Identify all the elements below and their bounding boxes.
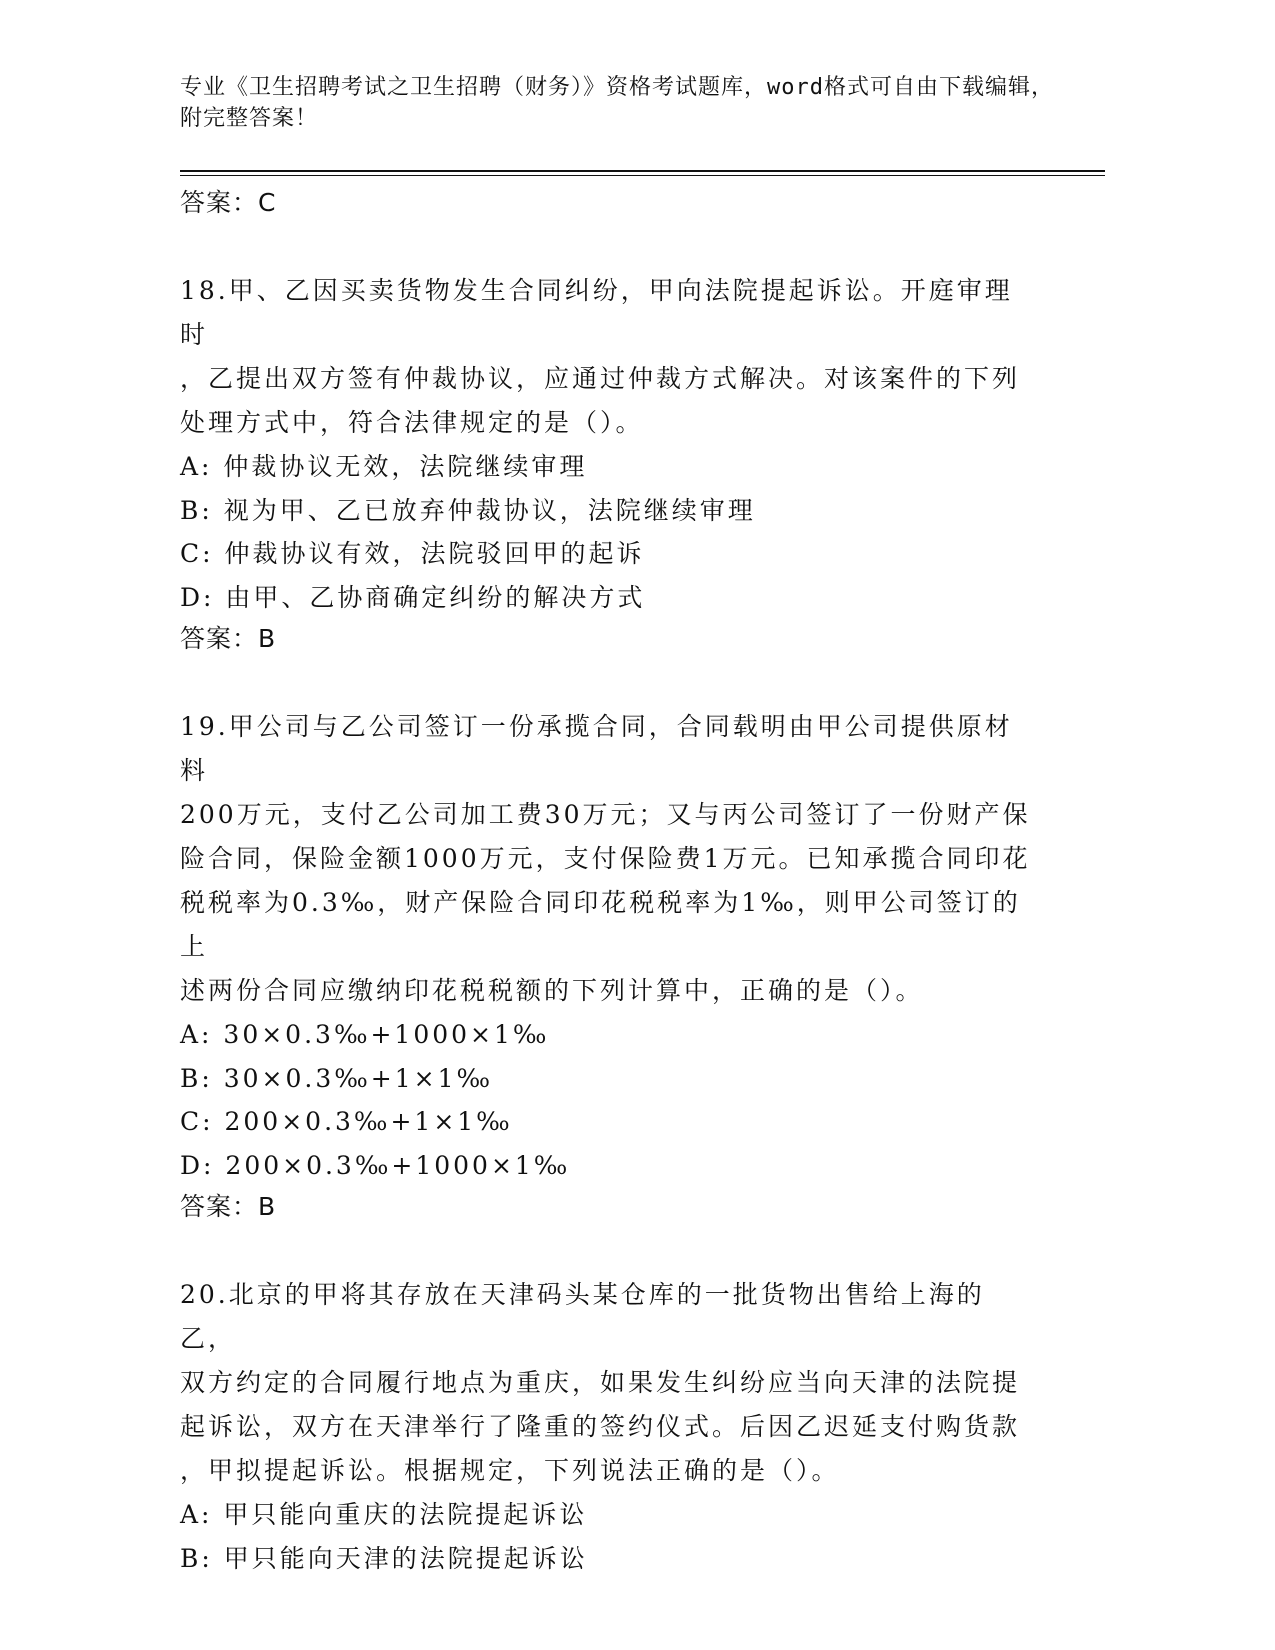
option-b: B: 视为甲、乙已放弃仲裁协议，法院继续审理 [180,495,756,525]
option-c: C: 仲裁协议有效，法院驳回甲的起诉 [180,539,645,568]
option-a: A: 甲只能向重庆的法院提起诉讼 [180,1500,588,1529]
question-stem: 19.甲公司与乙公司签订一份承揽合同，合同载明由甲公司提供原材料 200万元，支付乙公司加工费30万元；又与丙公司签订了一份财产保 险合同，保险金额1000万元，支付保险费1万元。已知承揽合同印花 税税率为0.3‰，财产保险合同印花税税率为1‰，则甲公司签订的上 述两份合同应缴纳印花税税额的下列计算中，正确的是（）。 [180,712,1031,1005]
option-c: C: 200×0.3‰+1×1‰ [180,1107,513,1136]
question-18 [180,269,1040,659]
option-d: D: 由甲、乙协商确定纠纷的解决方式 [180,582,646,612]
question-list [180,183,1040,1580]
option-d: D: 200×0.3‰+1000×1‰ [180,1150,571,1180]
option-a: A: 仲裁协议无效，法院继续审理 [180,452,588,481]
question-20 [180,1273,1040,1580]
question-stem: 18.甲、乙因买卖货物发生合同纠纷，甲向法院提起诉讼。开庭审理时 ，乙提出双方签有仲裁协议，应通过仲裁方式解决。对该案件的下列 处理方式中，符合法律规定的是（）。 [180,276,1021,437]
header-divider-thin [180,175,1105,176]
answer: 答案：B [180,1192,277,1221]
answer: 答案：B [180,624,277,653]
question-19 [180,705,1040,1227]
option-b: B: 30×0.3‰+1×1‰ [180,1063,494,1093]
question-stem: 20.北京的甲将其存放在天津码头某仓库的一批货物出售给上海的乙， 双方约定的合同履行地点为重庆，如果发生纠纷应当向天津的法院提 起诉讼，双方在天津举行了隆重的签约仪式。后因乙迟延支付购货款 ，甲拟提起诉讼。根据规定，下列说法正确的是（）。 [180,1280,1021,1485]
option-a: A: 30×0.3‰+1000×1‰ [180,1020,550,1049]
header-divider-thick [180,170,1105,172]
page-header: 专业《卫生招聘考试之卫生招聘（财务）》资格考试题库，word格式可自由下载编辑，附完整答案！ [180,75,1054,131]
option-b: B: 甲只能向天津的法院提起诉讼 [180,1543,588,1573]
previous-answer: 答案：C [180,188,277,217]
